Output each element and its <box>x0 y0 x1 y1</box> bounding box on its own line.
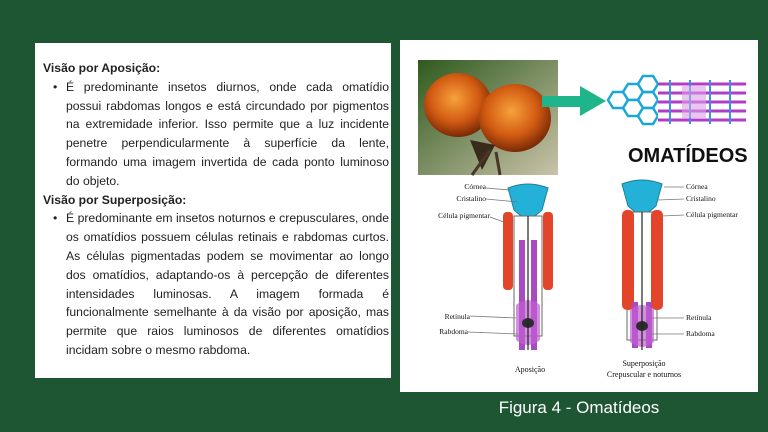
text-panel <box>35 43 391 378</box>
apposition-heading: Visão por Aposição: <box>43 61 161 75</box>
figure-title: OMATÍDEOS <box>628 145 748 167</box>
right-label-retinula: Retínula <box>686 313 712 322</box>
superposition-text: É predominante em insetos noturnos e crepusculares, onde os omatídios possuem células retinais e rabdomas curtos. As células pigmentadas podem se movimentar ao longo dos omatídios, adaptando-os à percepção de diferentes intensidades luminosas. A imagem formada é funcionalmente semelhante à da visão por aposição, mas permite que raios luminosos de diferentes omatídios incidam sobre o mesmo rabdoma. <box>66 211 389 357</box>
superposition-diagram <box>622 180 663 350</box>
apposition-caption: Aposição <box>514 365 546 374</box>
right-label-cristalino: Cristalino <box>686 194 716 203</box>
apposition-bullet <box>43 78 389 191</box>
left-label-retinula: Retínula <box>444 312 470 321</box>
left-label-cornea: Córnea <box>464 182 486 191</box>
figure-panel <box>400 40 758 392</box>
ommatidia-figure <box>400 40 758 392</box>
right-label-rabdoma: Rabdoma <box>686 329 715 338</box>
left-label-cristalino: Cristalino <box>456 194 486 203</box>
apposition-diagram <box>503 184 553 350</box>
bullet-dot: • <box>53 211 58 226</box>
superposition-bullet <box>43 209 389 359</box>
superposition-heading: Visão por Superposição: <box>43 192 187 207</box>
text-block <box>43 59 389 360</box>
left-label-rabdoma: Rabdoma <box>439 327 468 336</box>
ommatidia-bundle <box>658 80 748 124</box>
bullet-dot: • <box>53 79 58 94</box>
fly-eye-photo <box>418 60 558 175</box>
hexagon-cluster <box>608 76 658 124</box>
left-label-pigmentar: Célula pigmentar <box>438 211 490 220</box>
figure-caption: Figura 4 - Omatídeos <box>498 398 660 417</box>
right-label-cornea: Córnea <box>686 182 708 191</box>
right-label-pigmentar: Célula pigmentar <box>686 210 738 219</box>
apposition-text: É predominante insetos diurnos, onde cada omatídio possui rabdomas longos e está circundado por pigmentos na extremidade inferior. Isso permite que a luz incidente penetre perpendicularmente à superfície da lente, formando uma imagem invertida de cada ponto luminoso do objeto. <box>66 79 389 188</box>
superposition-subcaption: Crepuscular e noturnos <box>606 370 682 379</box>
superposition-caption: Superposição <box>622 359 666 368</box>
